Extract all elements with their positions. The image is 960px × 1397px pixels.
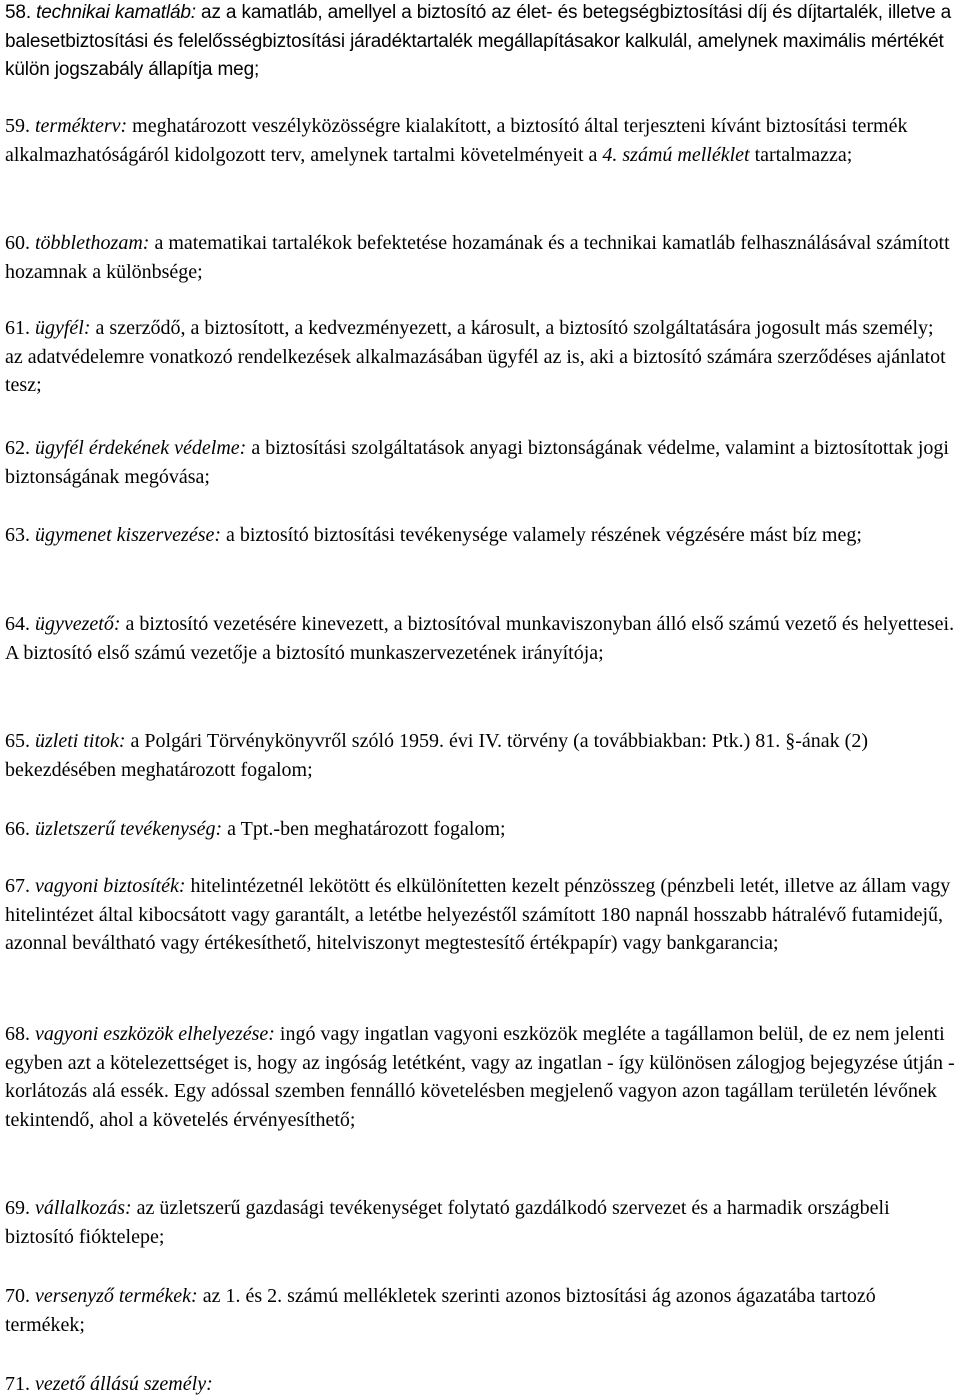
item-text: a Tpt.-ben meghatározott fogalom; xyxy=(222,818,506,840)
item-number: 71. xyxy=(5,1373,30,1395)
definition-63 xyxy=(5,521,955,550)
item-number: 62. xyxy=(5,437,30,459)
item-number: 59. xyxy=(5,115,30,137)
item-term: vállalkozás: xyxy=(35,1197,132,1219)
item-number: 60. xyxy=(5,232,30,254)
definition-70 xyxy=(5,1282,955,1339)
item-text: a biztosító vezetésére kinevezett, a biztosítóval munkaviszonyban álló első számú vezető és helyettesei. A biztosító első számú vezetője a biztosító munkaszervezetének irányítója; xyxy=(5,613,955,664)
item-text: ingó vagy ingatlan vagyoni eszközök megléte a tagállamon belül, de ez nem jelenti egyben azt a kötelezettséget is, hogy az ingóság letétként, vagy az ingatlan - így különösen zálogjog bejegyzése útján - korlátozás alá essék. Egy adóssal szemben fennálló követelésben megjelenő vagyon azon tagállam területén lévőnek tekintendő, ahol a követelés érvényesíthető; xyxy=(5,1023,955,1131)
item-text: az 1. és 2. számú mellékletek szerinti azonos biztosítási ág azonos ágazatába tartozó termékek; xyxy=(5,1285,876,1336)
definition-69 xyxy=(5,1194,955,1251)
item-number: 58. xyxy=(5,2,31,23)
definition-71 xyxy=(5,1370,955,1397)
item-text: a matematikai tartalékok befektetése hozamának és a technikai kamatláb felhasználásával számított hozamnak a különbsége; xyxy=(5,232,950,283)
item-term: ügyfél: xyxy=(35,317,91,339)
item-term: technikai kamatláb: xyxy=(36,2,196,23)
definition-61 xyxy=(5,314,955,400)
definition-64 xyxy=(5,610,955,667)
definition-59 xyxy=(5,112,955,169)
item-text: az a kamatláb, amellyel a biztosító az élet- és betegségbiztosítási díj és díjtartalék, illetve a balesetbiztosítási és felelősségbiztosítási járadéktartalék megállapításakor kalkulál, amelynek maximális mértékét külön jogszabály állapítja meg; xyxy=(5,2,952,80)
definition-62 xyxy=(5,434,955,491)
item-text: a biztosítási szolgáltatások anyagi biztonságának védelme, valamint a biztosítottak jogi biztonságának megóvása; xyxy=(5,437,949,488)
definition-66 xyxy=(5,815,955,844)
annex-reference: 4. számú melléklet xyxy=(602,143,750,166)
item-number: 66. xyxy=(5,818,30,840)
item-number: 63. xyxy=(5,524,30,546)
item-number: 70. xyxy=(5,1285,30,1307)
item-term: üzletszerű tevékenység: xyxy=(35,818,223,840)
definition-60 xyxy=(5,229,955,286)
item-term: vagyoni eszközök elhelyezése: xyxy=(35,1023,275,1045)
item-number: 69. xyxy=(5,1197,30,1219)
item-term: többlethozam: xyxy=(35,232,150,254)
item-number: 65. xyxy=(5,730,30,752)
definition-58 xyxy=(5,0,955,85)
item-text: a Polgári Törvénykönyvről szóló 1959. évi IV. törvény (a továbbiakban: Ptk.) 81. §-ának (2) bekezdésében meghatározott fogalom; xyxy=(5,730,868,781)
item-term: ügymenet kiszervezése: xyxy=(35,524,222,546)
item-text: a szerződő, a biztosított, a kedvezményezett, a károsult, a biztosító szolgáltatására jogosult más személy; az adatvédelemre vonatkozó rendelkezések alkalmazásában ügyfél az is, aki a biztosító számára szerződéses ajánlatot tesz; xyxy=(5,317,946,396)
item-number: 64. xyxy=(5,613,30,635)
item-number: 68. xyxy=(5,1023,30,1045)
item-term: termékterv: xyxy=(35,115,128,137)
item-term: vezető állású személy: xyxy=(35,1373,213,1395)
item-text: az üzletszerű gazdasági tevékenységet folytató gazdálkodó szervezet és a harmadik országbeli biztosító fióktelepe; xyxy=(5,1197,890,1248)
definition-65 xyxy=(5,727,955,784)
item-term: versenyző termékek: xyxy=(35,1285,198,1307)
item-number: 67. xyxy=(5,875,30,897)
item-text: meghatározott veszélyközösségre kialakított, a biztosító által terjeszteni kívánt biztosítási termék alkalmazhatóságáról kidolgozott terv, amelynek tartalmi követelményeit a xyxy=(5,115,908,166)
definition-67 xyxy=(5,872,955,958)
item-text: a biztosító biztosítási tevékenysége valamely részének végzésére mást bíz meg; xyxy=(221,524,862,546)
definition-68 xyxy=(5,1020,955,1134)
item-term: vagyoni biztosíték: xyxy=(35,875,186,897)
item-term: ügyfél érdekének védelme: xyxy=(35,437,247,459)
item-term: üzleti titok: xyxy=(35,730,126,752)
item-text-after: tartalmazza; xyxy=(749,143,853,166)
item-text: hitelintézetnél lekötött és elkülönítetten kezelt pénzösszeg (pénzbeli letét, illetve az állam vagy hitelintézet által kibocsátott vagy garantált, a letétbe helyezéstől számított 180 napnál hosszabb hátralévő futamidejű, azonnal beváltható vagy értékesíthető, hitelviszonyt megtestesítő értékpapír) vagy bankgarancia; xyxy=(5,875,951,954)
item-term: ügyvezető: xyxy=(35,613,121,635)
item-number: 61. xyxy=(5,317,30,339)
